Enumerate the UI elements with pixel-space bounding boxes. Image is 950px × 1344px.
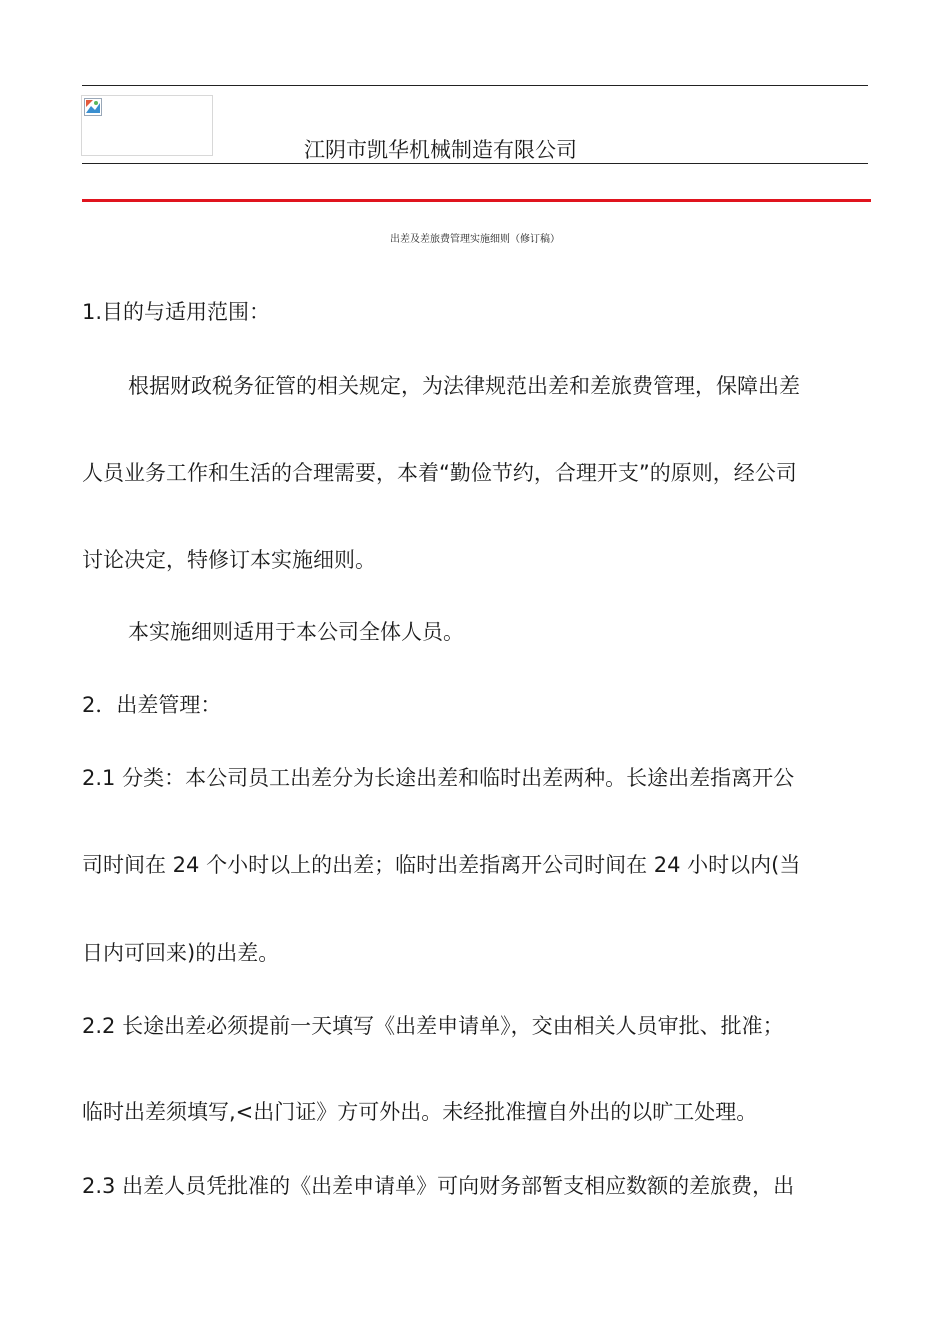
header-top-rule — [82, 85, 868, 86]
paragraph-line: 司时间在 24 个小时以上的出差；临时出差指离开公司时间在 24 小时以内(当 — [82, 853, 801, 877]
broken-image-icon — [84, 98, 102, 116]
paragraph-line: 2.1 分类：本公司员工出差分为长途出差和临时出差两种。长途出差指离开公 — [82, 766, 795, 790]
red-divider — [82, 199, 871, 202]
section-heading: 1.目的与适用范围： — [82, 300, 271, 324]
document-title: 出差及差旅费管理实施细则（修订稿） — [390, 234, 560, 245]
paragraph-line: 日内可回来)的出差。 — [82, 941, 280, 965]
paragraph-line: 2.3 出差人员凭批准的《出差申请单》可向财务部暂支相应数额的差旅费，出 — [82, 1174, 795, 1198]
paragraph-line: 临时出差须填写,<出门证》方可外出。未经批准擅自外出的以旷工处理。 — [82, 1100, 758, 1124]
paragraph-line: 2.2 长途出差必须提前一天填写《出差申请单》，交由相关人员审批、批准； — [82, 1014, 784, 1038]
header-bottom-rule — [82, 163, 868, 164]
paragraph-line: 讨论决定，特修订本实施细则。 — [82, 548, 376, 572]
section-heading: 2．出差管理： — [82, 693, 222, 717]
company-logo — [81, 95, 213, 156]
paragraph-line: 本实施细则适用于本公司全体人员。 — [128, 620, 464, 644]
paragraph-line: 根据财政税务征管的相关规定，为法律规范出差和差旅费管理，保障出差 — [128, 374, 800, 398]
paragraph-line: 人员业务工作和生活的合理需要，本着“勤俭节约，合理开支”的原则，经公司 — [82, 461, 797, 485]
company-name: 江阴市凯华机械制造有限公司 — [304, 138, 577, 162]
